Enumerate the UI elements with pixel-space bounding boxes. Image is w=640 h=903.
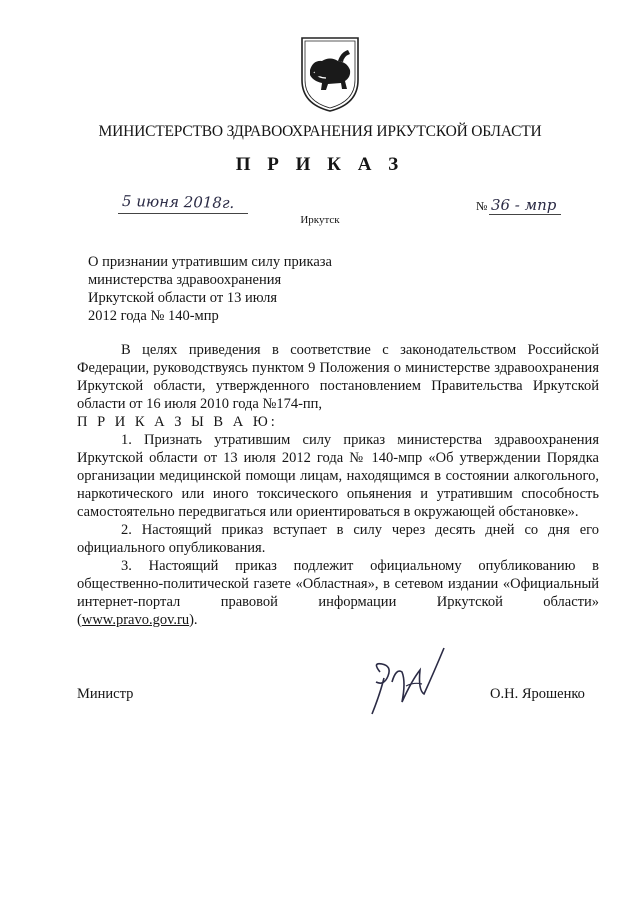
item-1-paragraph: Иркутской области от 13 июля 2012 года № 140-мпр «Об утверждении Порядка организации медицинской помощи лицам, находящимся в состоянии алкогольного, наркотического или иного токсического опьянения и утратившим способность самостоятельно передвигаться или ориентироваться в окружающей обстановке».	[77, 450, 599, 520]
number-sign: №	[476, 199, 488, 213]
link-open-paren: (	[77, 612, 82, 628]
document-title: П Р И К А З	[235, 154, 405, 175]
pravo-gov-link[interactable]: www.pravo.gov.ru	[81, 612, 190, 628]
document-body	[77, 341, 599, 629]
order-heading: П Р И К А З Ы В А Ю:	[77, 414, 278, 430]
document-number	[476, 196, 556, 215]
signer-title: Министр	[77, 686, 134, 702]
preamble-paragraph: В целях приведения в соответствие с законодательством Российской Федерации, руководствуясь пунктом 9 Положения о министерстве здравоохранения Иркутской области, утвержденного постановлением Правительства Иркутской области от 16 июля 2010 года №174-пп,	[77, 342, 599, 412]
handwritten-number: 36 - мпр	[490, 196, 557, 214]
ministry-name: МИНИСТЕРСТВО ЗДРАВООХРАНЕНИЯ ИРКУТСКОЙ ОБЛАСТИ	[98, 123, 542, 140]
link-close-paren: ).	[189, 612, 198, 628]
item-1-lead: 1. Признать утратившим силу приказ министерства здравоохранения	[121, 432, 599, 448]
subject-line: Иркутской области от 13 июля	[88, 290, 278, 306]
city: Иркутск	[300, 214, 340, 226]
signer-name: О.Н. Ярошенко	[490, 686, 585, 702]
item-2-paragraph: 2. Настоящий приказ вступает в силу через десять дней со дня его официального опубликования.	[77, 522, 599, 556]
item-3-paragraph: 3. Настоящий приказ подлежит официальному опубликованию в общественно-политической газете «Областная», в сетевом издании «Официальный интернет-портал правовой информации Иркутской области»	[77, 558, 599, 610]
irkutsk-coat-of-arms-icon	[298, 34, 362, 114]
subject-line: 2012 года № 140-мпр	[88, 308, 219, 324]
handwritten-date: 5 июня 2018г.	[121, 192, 235, 212]
item-3-link-line	[77, 611, 599, 629]
subject-line: министерства здравоохранения	[88, 272, 282, 288]
handwritten-signature-icon	[362, 642, 462, 722]
document-subject	[88, 253, 332, 325]
subject-line: О признании утратившим силу приказа	[88, 254, 332, 270]
